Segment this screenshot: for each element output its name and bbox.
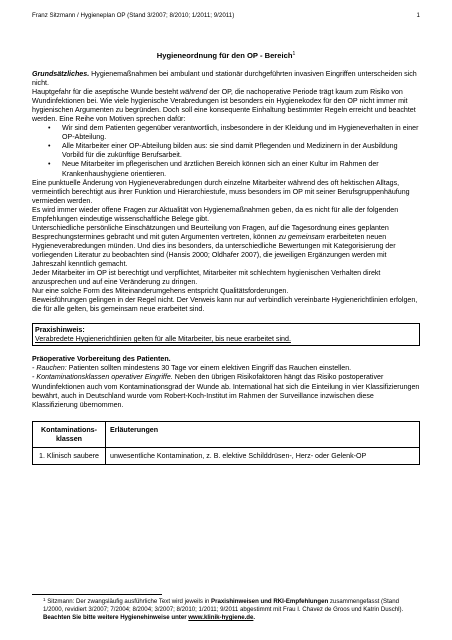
- table-header-cell: Kontaminations-klassen: [33, 421, 106, 447]
- assessment-emphasis: zu gemeinsam: [278, 232, 325, 241]
- contamination-table: [32, 421, 420, 465]
- paragraph-change: Eine punktuelle Änderung von Hygieneverabredungen durch einzelne Mitarbeiter während des oft hektischen Alltags, vermeintlich berechtigt aus ihrer Funktion und Hierarchiestufe, muss besonders im OP mit seiner Berufsgruppenhäufung vermieden werden.: [32, 178, 410, 205]
- title-text: Hygieneordnung für den OP - Bereich: [156, 51, 293, 60]
- risk-text-a: Hauptgefahr für die aseptische Wunde besteht: [32, 88, 181, 97]
- document-body: [32, 51, 420, 465]
- paragraph-assessment: [32, 224, 420, 269]
- list-item: • Wir sind dem Patienten gegenüber verantwortlich, insbesondere in der Kleidung und im Hygieneverhalten in einer OP-Abteilung.: [62, 124, 420, 142]
- practice-hint-heading: Praxishinweis:: [35, 326, 85, 335]
- paragraph-quality: Nur eine solche Form des Miteinanderumgehens entspricht Qualitätsforderungen.: [32, 287, 289, 296]
- table-cell: unwesentliche Kontamination, z. B. elektive Schilddrüsen-, Herz- oder Gelenk-OP: [106, 447, 420, 464]
- motives-list: [32, 124, 420, 178]
- assessment-text-b: erarbeiteten neuen Hygieneverabredungen münden. Und dies ins besonders, da unterschiedliche Bewertungen mit Kategorisierung der vorliegenden Literatur zu beobachten sind (Hansis 2000; Oldhafer 2007), die jeweiligen Ergänzungen werden mit Jahreszahl kenntlich gemacht.: [32, 232, 396, 268]
- smoking-paragraph: [32, 364, 420, 373]
- intro-text-1: Hygienemaßnahmen bei ambulant und stationär durchgeführten invasiven Eingriffen unterscheiden sich nicht.: [32, 70, 417, 88]
- practice-hint-box: [32, 323, 420, 346]
- paragraph-evidence: Beweisführungen gelingen in der Regel nicht. Der Verweis kann nur auf verbindlich vereinbarte Hygienerichtlinien erfolgen, die für alle gelten, bis gemeinsam neue erarbeitet sind.: [32, 296, 418, 314]
- paragraph-duty: Jeder Mitarbeiter im OP ist berechtigt und verpflichtet, Mitarbeiter mit schlechtem hygienischen Verhalten direkt anzusprechen und auf eine Veränderung zu dringen.: [32, 269, 381, 287]
- footnote-bold-a: Praxishinweisen und RKI-Empfehlungen: [211, 598, 329, 605]
- classification-text: Neben den übrigen Risikofaktoren hängt das Risiko postoperativer Wundinfektionen auch vom Kontaminationsgrad der Wunde ab. International hat sich die Einteilung in vier Klassifizierungen bewährt, auch in Deutschland wurde vom Robert-Koch-Institut im Rahmen der Surveillance inzwischen diese Klassifizierung übernommen.: [32, 373, 420, 409]
- preop-heading: Präoperative Vorbereitung des Patienten.: [32, 355, 171, 364]
- list-item: • Neue Mitarbeiter im pflegerischen und ärztlichen Bereich können sich an einer Kultur im Rahmen der Krankenhaushygiene orientieren.: [62, 160, 420, 178]
- footnote-end: .: [253, 614, 256, 622]
- risk-paragraph: [32, 88, 420, 124]
- header-text: Franz Sitzmann / Hygieneplan OP (Stand 3/2007; 8/2010; 1/2011; 9/2011): [32, 12, 235, 19]
- footnote-mark: 1: [43, 597, 46, 602]
- page-header: [32, 10, 420, 22]
- risk-text-b: der OP, die nachoperative Periode trägt kaum zum Risiko von Wundinfektionen bei. Wie viele hygienische Verabredungen ist besonders ein Hygienekodex für den OP nicht immer mit hygienischen Argumenten zu begründen. Doch soll eine konsequente Einhaltung bestimmter Regeln erreicht und beachtet werden. Eine Reihe von Motiven sprechen dafür:: [32, 88, 416, 124]
- paragraph-questions: Es wird immer wieder offene Fragen zur Aktualität von Hygienemaßnahmen geben, da es nicht für alle der folgenden Empfehlungen eindeutige wissenschaftliche Belege gibt.: [32, 205, 399, 223]
- footnote-text-b: zusammengefasst (Stand 1/2000, revidiert 3/2007; 7/2004; 8/2004; 3/2007; 8/2010; 1/2011; 9/2011 abgestimmt mit Frau I. Chavez de Groos und Katrin Duschl).: [43, 598, 404, 614]
- footnote-bold-b: Beachten Sie bitte weitere Hygienehinweise unter: [43, 614, 189, 622]
- table-cell: 1. Klinisch saubere: [33, 447, 106, 464]
- intro-paragraph: [32, 70, 420, 88]
- classification-paragraph: [32, 373, 420, 409]
- intro-lead: Grundsätzliches.: [32, 70, 90, 78]
- table-header-row: [33, 421, 420, 447]
- practice-hint-text: Verabredete Hygienerichtlinien gelten für alle Mitarbeiter, bis neue erarbeitet sind.: [35, 335, 291, 344]
- table-row: [33, 447, 420, 464]
- classification-lead: - Kontaminationsklassen operativer Eingriffe.: [32, 373, 173, 382]
- page-number: 1: [416, 12, 420, 19]
- title-footnote-mark[interactable]: 1: [292, 51, 296, 57]
- smoking-lead: - Rauchen:: [32, 364, 67, 373]
- footnote-divider: [32, 594, 162, 595]
- footnote-link[interactable]: www.klinik-hygiene.de: [188, 614, 254, 622]
- smoking-text: Patienten sollten mindestens 30 Tage vor einem elektiven Eingriff das Rauchen einstellen.: [66, 364, 352, 373]
- footnote: [43, 598, 417, 622]
- document-title: [32, 51, 420, 61]
- risk-text-emphasis: während: [180, 88, 208, 97]
- list-item: • Alle Mitarbeiter einer OP-Abteilung bilden aus: sie sind damit Pflegenden und Medizinern in der Ausbildung Vorbild für die zukünftige Berufsarbeit.: [62, 142, 420, 160]
- footnote-text-a: Sitzmann: Der zwangsläufig ausführliche Text wird jeweils in: [45, 598, 212, 605]
- table-header-cell: Erläuterungen: [106, 421, 420, 447]
- assessment-text-a: Unterschiedliche persönliche Einschätzungen und Beurteilung von Fragen, auf die Tagesordnung eines geplanten Besprechungstermines gebracht und mit guten Argumenten vertreten, können: [32, 223, 389, 241]
